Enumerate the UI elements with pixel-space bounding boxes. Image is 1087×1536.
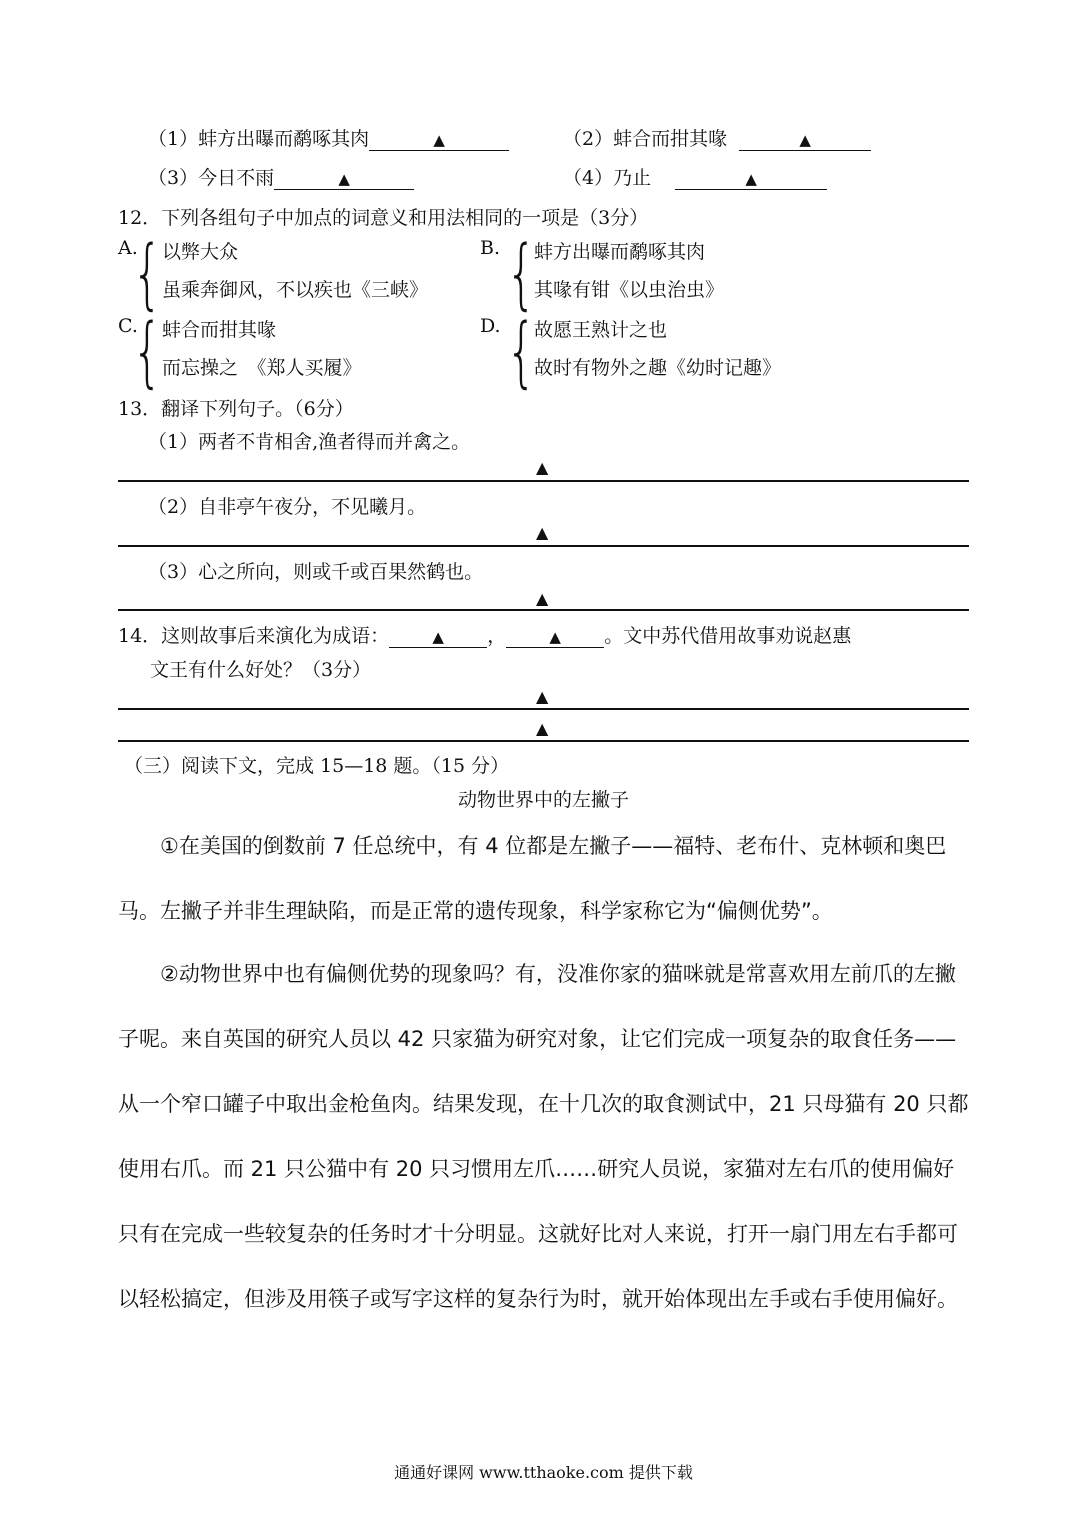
triangle-icon: ▲ [338, 170, 350, 188]
article-title: 动物世界中的左撇子 [457, 789, 629, 811]
q13-stem: 13．翻译下列句子。（6分） [118, 398, 354, 420]
option-line-1: 蚌合而拑其喙 [162, 319, 277, 341]
triangle-icon: ▲ [536, 687, 549, 706]
option-line-1: 蚌方出曝而鹬啄其肉 [534, 241, 706, 263]
item-text: 蚌合而拑其喙 [613, 128, 728, 150]
triangle-icon: ▲ [433, 131, 445, 149]
q14-stem: 14．这则故事后来演化为成语： [118, 625, 390, 647]
answer-line[interactable] [118, 708, 969, 710]
brace-icon: { [506, 307, 537, 398]
triangle-icon: ▲ [536, 589, 549, 608]
triangle-icon: ▲ [536, 719, 549, 738]
item-number: （1） [148, 128, 199, 150]
item-number: （4） [563, 167, 614, 189]
answer-blank[interactable] [369, 128, 509, 151]
option-line-1: 故愿王熟计之也 [534, 319, 668, 341]
section-heading: （三）阅读下文，完成 15—18 题。（15 分） [124, 755, 510, 777]
option-label: C. [118, 315, 138, 337]
option-label: D. [480, 315, 501, 337]
answer-line[interactable] [118, 609, 969, 611]
q13-item-2: （2）自非亭午夜分，不见曦月。 [148, 496, 427, 518]
item-text: 乃止 [613, 167, 652, 189]
option-label: A. [118, 237, 138, 259]
option-line-2: 其喙有钳《以虫治虫》 [534, 279, 725, 301]
footer: 通通好课网 www.tthaoke.com 提供下载 [394, 1463, 693, 1482]
q13-item-1: （1）两者不肯相舍,渔者得而并禽之。 [148, 431, 471, 453]
paragraph-2 [118, 942, 969, 1332]
q11-item-3 [148, 163, 414, 190]
paragraph-1 [118, 814, 969, 944]
separator: ， [487, 625, 507, 647]
triangle-icon: ▲ [432, 628, 444, 646]
item-number: （2） [563, 128, 614, 150]
item-text: 今日不雨 [198, 167, 275, 189]
q13-item-3: （3）心之所向，则或千或百果然鹤也。 [148, 561, 484, 583]
option-line-2: 故时有物外之趣《幼时记趣》 [534, 357, 782, 379]
idiom-blank-2[interactable] [506, 625, 604, 648]
triangle-icon: ▲ [549, 628, 561, 646]
answer-blank[interactable] [739, 128, 871, 151]
answer-blank[interactable] [675, 167, 827, 190]
triangle-icon: ▲ [745, 170, 757, 188]
answer-line[interactable] [118, 740, 969, 742]
triangle-icon: ▲ [536, 523, 549, 542]
q12-stem: 12．下列各组句子中加点的词意义和用法相同的一项是（3分） [118, 207, 649, 229]
q14-line-1 [118, 621, 851, 648]
option-line-2: 而忘操之 《郑人买履》 [162, 357, 362, 379]
paragraph-text: ①在美国的倒数前 7 任总统中，有 4 位都是左撇子——福特、老布什、克林顿和奥巴马。左撇子并非生理缺陷，而是正常的遗传现象，科学家称它为“偏侧优势”。 [118, 834, 947, 923]
paragraph-text: ②动物世界中也有偏侧优势的现象吗？有，没准你家的猫咪就是常喜欢用左前爪的左撇子呢。来自英国的研究人员以 42 只家猫为研究对象，让它们完成一项复杂的取食任务——从一个窄口罐子中取出金枪鱼肉。结果发现，在十几次的取食测试中，21 只母猫有 20 只都使用右爪。而 21 只公猫中有 20 只习惯用左爪……研究人员说，家猫对左右爪的使用偏好只有在完成一些较复杂的任务时才十分明显。这就好比对人来说，打开一扇门用左右手都可以轻松搞定，但涉及用筷子或写字这样的复杂行为时，就开始体现出左手或右手使用偏好。 [118, 962, 969, 1311]
triangle-icon: ▲ [536, 458, 549, 477]
item-number: （3） [148, 167, 199, 189]
brace-icon: { [506, 229, 537, 320]
item-text: 蚌方出曝而鹬啄其肉 [198, 128, 370, 150]
triangle-icon: ▲ [799, 131, 811, 149]
option-line-2: 虽乘奔御风，不以疾也《三峡》 [162, 279, 429, 301]
answer-line[interactable] [118, 480, 969, 482]
idiom-blank-1[interactable] [389, 625, 487, 648]
brace-icon: { [132, 307, 163, 398]
q14-stem-cont: 。文中苏代借用故事劝说赵惠 [604, 625, 852, 647]
brace-icon: { [132, 229, 163, 320]
q11-item-1 [148, 124, 509, 151]
q14-line-2: 文王有什么好处？（3分） [150, 659, 372, 681]
q11-item-4 [563, 163, 827, 190]
answer-line[interactable] [118, 545, 969, 547]
q11-item-2 [563, 124, 871, 151]
option-line-1: 以弊大众 [162, 241, 239, 263]
answer-blank[interactable] [274, 167, 414, 190]
option-label: B. [480, 237, 501, 259]
